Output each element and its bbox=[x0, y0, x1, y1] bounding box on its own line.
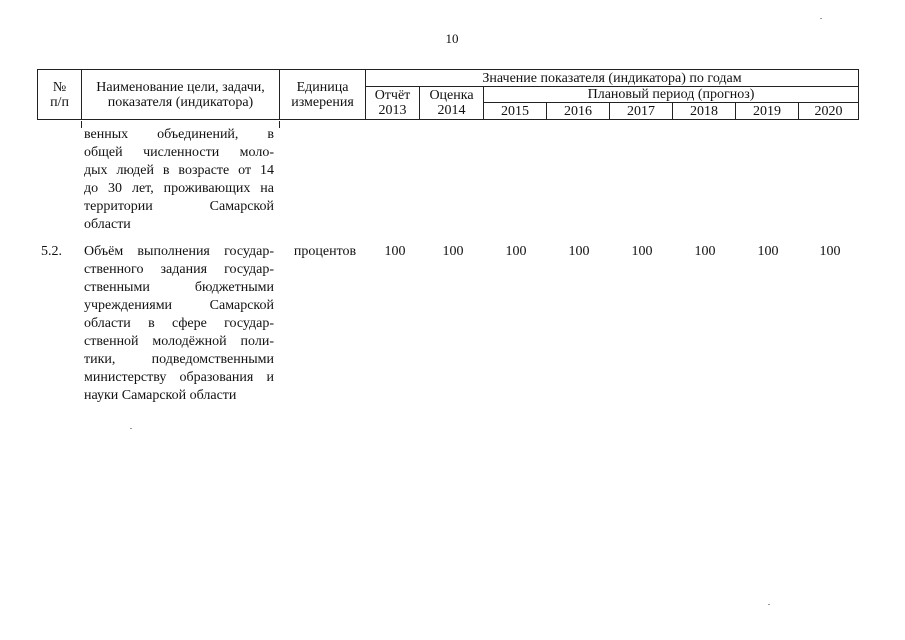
header-unit: Единица измерения bbox=[280, 70, 366, 120]
column-divider bbox=[279, 121, 280, 128]
table-header bbox=[37, 69, 859, 120]
unit-cell: процентов bbox=[293, 244, 357, 259]
header-num: № п/п bbox=[38, 70, 82, 120]
scan-speck bbox=[768, 604, 770, 605]
value-2016: 100 bbox=[568, 244, 590, 259]
header-plan-title: Плановый период (прогноз) bbox=[484, 87, 859, 103]
column-divider bbox=[81, 121, 82, 128]
scan-speck bbox=[820, 18, 822, 19]
header-name: Наименование цели, задачи, показателя (индикатора) bbox=[82, 70, 280, 120]
header-year-2020: 2020 bbox=[799, 103, 859, 120]
header-year-2017: 2017 bbox=[610, 103, 673, 120]
scan-speck bbox=[130, 428, 132, 429]
value-2017: 100 bbox=[631, 244, 653, 259]
header-estimate: Оценка 2014 bbox=[420, 87, 484, 120]
value-2014: 100 bbox=[442, 244, 464, 259]
row-number: 5.2. bbox=[41, 244, 62, 259]
value-2018: 100 bbox=[694, 244, 716, 259]
page-number: 10 bbox=[445, 31, 459, 46]
value-2013: 100 bbox=[384, 244, 406, 259]
header-year-2019: 2019 bbox=[736, 103, 799, 120]
value-2020: 100 bbox=[819, 244, 841, 259]
value-2015: 100 bbox=[505, 244, 527, 259]
value-2019: 100 bbox=[757, 244, 779, 259]
continued-indicator-name: венных объединений, в общей численности моло- дых людей в возрасте от 14 до 30 лет, проживающих на территории Самарской области bbox=[84, 127, 274, 232]
header-year-2018: 2018 bbox=[673, 103, 736, 120]
header-year-2016: 2016 bbox=[547, 103, 610, 120]
indicator-name: Объём выполнения государ- ственного задания государ- ственными бюджетными учреждениями Самарской области в сфере государ- ственной молодёжной поли- тики, подведомственными министерству образования и науки Самарской области bbox=[84, 244, 274, 403]
header-values-title: Значение показателя (индикатора) по годам bbox=[366, 70, 859, 87]
header-year-2015: 2015 bbox=[484, 103, 547, 120]
header-report: Отчёт 2013 bbox=[366, 87, 420, 120]
